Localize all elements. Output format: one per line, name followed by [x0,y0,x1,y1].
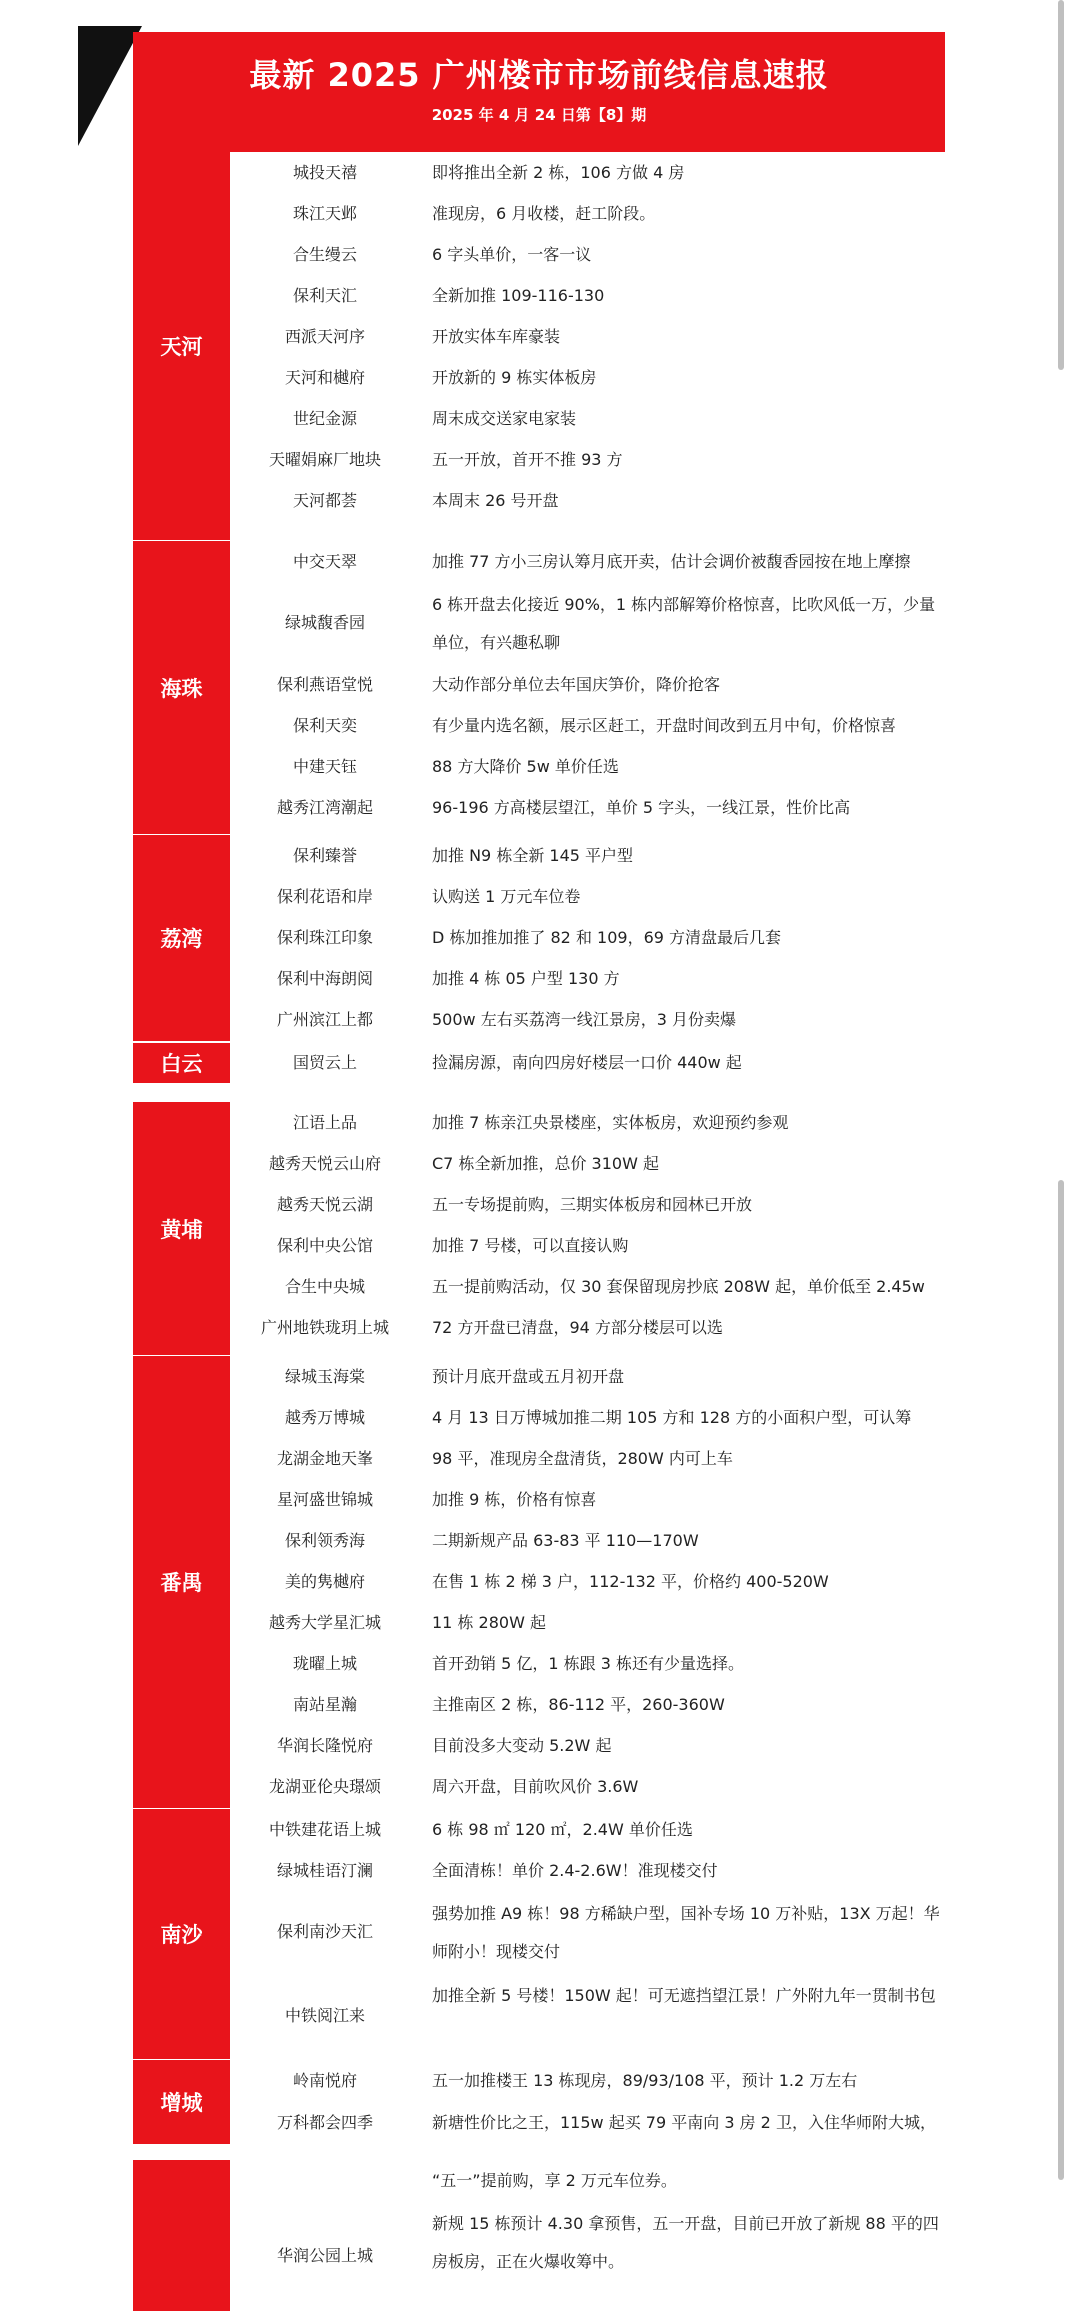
project-description: 预计月底开盘或五月初开盘 [432,1366,625,1386]
project-description: 五一开放，首开不推 93 方 [432,449,623,469]
table-row [230,1643,945,1684]
project-name [230,2160,420,2201]
project-description: 认购送 1 万元车位卷 [432,886,581,906]
project-name: 天河和樾府 [284,367,365,387]
table-row [230,1809,945,1850]
project-name: 华润公园上城 [276,2246,373,2265]
table-row [230,2101,945,2144]
table-row [230,1479,945,1520]
project-name: 绿城玉海棠 [284,1366,365,1386]
table-row [230,746,945,787]
table-row [230,1143,945,1184]
project-description: 五一提前购活动，仅 30 套保留现房抄底 208W 起，单价低至 2.45w [432,1276,925,1296]
project-name: 越秀天悦云山府 [268,1153,381,1173]
project-description: 新塘性价比之王，115w 起买 79 平南向 3 房 2 卫，入住华师附大城， [432,2112,936,2132]
table-row [230,480,945,521]
project-name: 越秀天悦云湖 [276,1194,373,1214]
project-description: 目前没多大变动 5.2W 起 [432,1735,612,1755]
table-row [230,398,945,439]
district-huangpu [133,1102,230,1355]
project-description: 开放新的 9 栋实体板房 [432,367,597,387]
project-name: 保利天奕 [292,715,357,735]
project-name: 岭南悦府 [292,2070,357,2090]
project-description: 周六开盘，目前吹风价 3.6W [432,1776,639,1796]
project-name: 龙湖亚伦央璟颂 [268,1776,381,1796]
project-name: 天河都荟 [292,490,357,510]
table-row [230,1397,945,1438]
project-description: 加推 7 栋亲江央景楼座，实体板房，欢迎预约参观 [432,1112,789,1132]
district-label: 增城 [160,2091,203,2115]
project-description: D 栋加推加推了 82 和 109，69 方清盘最后几套 [432,927,782,947]
table-row [230,787,945,828]
project-description: 首开劲销 5 亿，1 栋跟 3 栋还有少量选择。 [432,1653,744,1673]
table-row [230,1043,945,1083]
district-liwan [133,835,230,1041]
project-name: 美的隽樾府 [284,1571,365,1591]
project-description: 加推 N9 栋全新 145 平户型 [432,845,634,865]
table-row [230,1602,945,1643]
table-row [230,2060,945,2101]
district-tianhe [133,152,230,540]
project-name: 保利珠江印象 [276,927,373,947]
project-description: 72 方开盘已清盘，94 方部分楼层可以选 [432,1317,723,1337]
scrollbar-thumb-top[interactable] [1058,0,1064,370]
table-row [230,152,945,193]
table-row [230,1438,945,1479]
project-name: 国贸云上 [292,1053,357,1072]
table-row [230,1850,945,1891]
district-unlabeled [133,2160,230,2311]
project-name: 华润长隆悦府 [276,1735,373,1755]
project-description: 在售 1 栋 2 梯 3 户，112-132 平，价格约 400-520W [432,1571,829,1591]
district-label: 海珠 [160,676,203,701]
project-name: 中铁阅江来 [284,2006,365,2025]
project-name: 保利燕语堂悦 [276,674,373,694]
table-row [230,582,945,664]
project-name: 保利天汇 [292,285,357,305]
project-description: 加推 7 号楼，可以直接认购 [432,1235,629,1255]
table-row [230,1725,945,1766]
project-name: 龙湖金地天峯 [276,1448,373,1468]
project-description: 捡漏房源，南向四房好楼层一口价 440w 起 [432,1053,742,1072]
project-name: 城投天禧 [292,162,357,182]
project-description: 4 月 13 日万博城加推二期 105 方和 128 方的小面积户型，可认筹 [432,1407,912,1427]
district-label: 荔湾 [160,927,203,951]
project-name: 越秀大学星汇城 [268,1612,381,1632]
project-description: 主推南区 2 栋，86-112 平，260-360W [432,1694,725,1714]
table-row [230,1266,945,1307]
project-name: 保利花语和岸 [276,886,373,906]
project-description: 加推 4 栋 05 户型 130 方 [432,968,620,988]
table-row [230,1766,945,1807]
table-row [230,234,945,275]
project-name: 保利中央公馆 [276,1235,373,1255]
table-row [230,316,945,357]
project-description: 新规 15 栋预计 4.30 拿预售，五一开盘，目前已开放了新规 88 平的四房板房，正在火爆收筹中。 [432,2214,939,2271]
project-name: 中交天翠 [292,551,357,571]
project-name: 珠江天邺 [292,203,357,223]
district-label: 番禺 [160,1571,203,1595]
table-row [230,541,945,582]
report-header [133,32,945,152]
project-description: 二期新规产品 63-83 平 110—170W [432,1530,699,1550]
project-description: 开放实体车库豪装 [432,326,561,346]
project-name: 江语上品 [292,1112,357,1132]
table-row [230,835,945,876]
table-row [230,1225,945,1266]
district-label: 南沙 [160,1923,203,1947]
project-description: 全新加推 109-116-130 [432,285,605,305]
project-name: 保利南沙天汇 [276,1922,373,1941]
project-name: 珑曜上城 [292,1653,357,1673]
project-description: 88 方大降价 5w 单价任选 [432,756,619,776]
table-row [230,999,945,1040]
project-name: 星河盛世锦城 [276,1489,373,1509]
project-name: 中建天钰 [292,756,357,776]
project-description: 五一专场提前购，三期实体板房和园林已开放 [432,1194,753,1214]
project-name: 保利臻誉 [292,845,357,865]
project-description: 加推 9 栋，价格有惊喜 [432,1489,597,1509]
project-name: 西派天河序 [284,326,365,346]
project-description: 96-196 方高楼层望江，单价 5 字头，一线江景，性价比高 [432,797,851,817]
project-description: 加推全新 5 号楼！150W 起！可无遮挡望江景！广外附九年一贯制书包 [432,1986,936,2005]
district-baiyun [133,1043,230,1083]
report-title: 最新 2025 广州楼市市场前线信息速报 [249,56,829,94]
project-description: 周末成交送家电家装 [432,408,577,428]
project-name: 万科都会四季 [276,2112,373,2132]
project-description: 强势加推 A9 栋！98 方稀缺户型，国补专场 10 万补贴，13X 万起！华师附小！现楼交付 [432,1904,940,1961]
project-description: 6 栋开盘去化接近 90%，1 栋内部解筹价格惊喜，比吹风低一万，少量单位，有兴趣私聊 [432,595,936,652]
project-name: 合生中央城 [284,1276,365,1296]
project-name: 广州滨江上都 [276,1009,373,1029]
table-row [230,1356,945,1397]
project-name: 绿城桂语汀澜 [276,1860,373,1880]
project-name: 天曜娟麻厂地块 [268,449,381,469]
project-description: 全面清栋！单价 2.4-2.6W！准现楼交付 [432,1860,718,1880]
district-label: 天河 [160,335,203,359]
table-row [230,2201,945,2311]
table-row [230,439,945,480]
district-label: 白云 [160,1052,203,1076]
project-description: 即将推出全新 2 栋，106 方做 4 房 [432,162,685,182]
table-row [230,275,945,316]
district-zengcheng [133,2060,230,2144]
project-description: 准现房，6 月收楼，赶工阶段。 [432,203,656,223]
table-row [230,1184,945,1225]
table-row [230,1561,945,1602]
table-row [230,1973,945,2059]
table-row [230,664,945,705]
project-name: 越秀万博城 [284,1407,365,1427]
project-name: 广州地铁珑玥上城 [260,1317,389,1337]
table-row [230,1684,945,1725]
table-row [230,2160,945,2201]
project-description: 98 平，准现房全盘清货，280W 内可上车 [432,1448,733,1468]
table-row [230,1891,945,1973]
project-name: 保利领秀海 [284,1530,365,1550]
table-row [230,958,945,999]
district-haizhu [133,541,230,834]
table-row [230,876,945,917]
project-name: 绿城馥香园 [284,613,365,632]
project-name: 保利中海朗阅 [276,968,373,988]
table-row [230,1102,945,1143]
project-name: 南站星瀚 [292,1694,357,1714]
project-name: 世纪金源 [292,408,357,428]
table-row [230,1520,945,1561]
project-description: 加推 77 方小三房认筹月底开卖，估计会调价被馥香园按在地上摩擦 [432,551,911,571]
project-description: 6 字头单价，一客一议 [432,244,592,264]
project-name: 中铁建花语上城 [268,1819,381,1839]
project-description: 11 栋 280W 起 [432,1612,546,1632]
project-description: 6 栋 98 ㎡ 120 ㎡，2.4W 单价任选 [432,1819,693,1839]
district-nansha [133,1809,230,2059]
district-label: 黄埔 [160,1217,203,1242]
table-row [230,193,945,234]
table-row [230,705,945,746]
project-name: 合生缦云 [292,244,357,264]
report-issue-date: 2025 年 4 月 24 日第【8】期 [431,106,647,124]
table-row [230,917,945,958]
project-description: 大动作部分单位去年国庆笋价，降价抢客 [432,674,721,694]
project-description: 本周末 26 号开盘 [432,490,559,510]
project-description: C7 栋全新加推，总价 310W 起 [432,1153,659,1173]
project-description: “五一”提前购，享 2 万元车位券。 [432,2170,677,2190]
project-name: 越秀江湾潮起 [276,797,373,817]
project-description: 500w 左右买荔湾一线江景房，3 月份卖爆 [432,1009,736,1029]
table-row [230,357,945,398]
district-panyu [133,1356,230,1808]
project-description: 有少量内选名额，展示区赶工，开盘时间改到五月中旬，价格惊喜 [432,715,897,735]
project-description: 五一加推楼王 13 栋现房，89/93/108 平，预计 1.2 万左右 [432,2070,858,2090]
scrollbar-thumb[interactable] [1058,1180,1064,2180]
table-row [230,1307,945,1348]
